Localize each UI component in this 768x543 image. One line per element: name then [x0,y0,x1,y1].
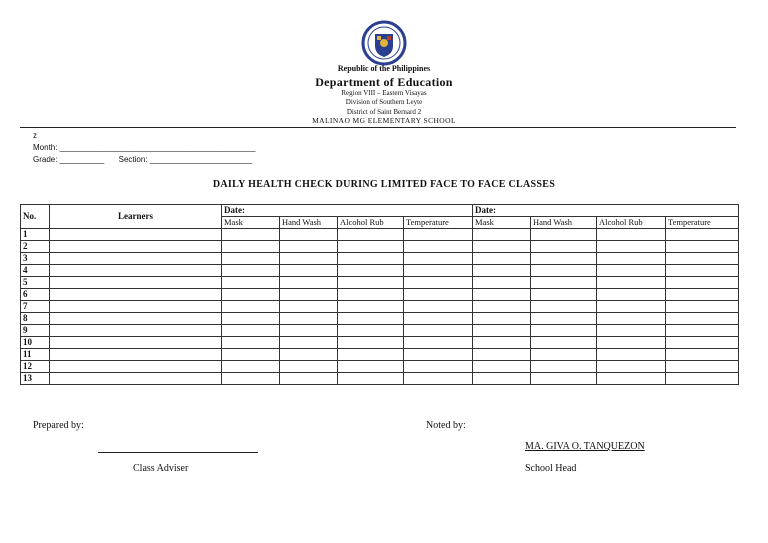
date-header-1: Date: [222,205,473,217]
check-cell[interactable] [222,229,280,241]
check-cell[interactable] [338,301,404,313]
check-cell[interactable] [338,373,404,385]
check-cell[interactable] [338,277,404,289]
check-cell[interactable] [597,361,666,373]
learner-name-cell[interactable] [50,253,222,265]
check-cell[interactable] [473,313,531,325]
learner-name-cell[interactable] [50,313,222,325]
check-cell[interactable] [280,361,338,373]
check-cell[interactable] [280,349,338,361]
check-cell[interactable] [280,289,338,301]
check-cell[interactable] [338,265,404,277]
region-label: Region VIII – Eastern Visayas [341,89,427,97]
check-cell[interactable] [338,289,404,301]
row-number: 4 [21,265,50,277]
check-cell[interactable] [473,277,531,289]
no-header: No. [21,205,50,229]
check-cell[interactable] [473,349,531,361]
check-cell[interactable] [597,325,666,337]
check-cell[interactable] [338,229,404,241]
grade-field: Grade: __________ [33,155,105,164]
check-cell[interactable] [222,289,280,301]
check-cell[interactable] [666,313,739,325]
table-row [21,265,739,277]
check-cell[interactable] [280,313,338,325]
check-cell[interactable] [473,325,531,337]
table-header-row-1 [21,205,739,217]
row-number: 8 [21,313,50,325]
check-cell[interactable] [597,277,666,289]
check-cell[interactable] [222,277,280,289]
learner-name-cell[interactable] [50,301,222,313]
learners-header: Learners [50,205,222,229]
section-field: Section: _______________________ [118,155,253,164]
date-header-2: Date: [473,205,739,217]
prepared-by-label: Prepared by: [33,420,84,431]
table-row [21,361,739,373]
check-cell[interactable] [338,337,404,349]
check-cell[interactable] [597,265,666,277]
check-cell[interactable] [280,265,338,277]
check-cell[interactable] [280,337,338,349]
check-cell[interactable] [222,337,280,349]
check-cell[interactable] [597,337,666,349]
small-mark: z [33,131,37,140]
temperature-header: Temperature [666,217,739,229]
check-cell[interactable] [666,253,739,265]
learner-name-cell[interactable] [50,361,222,373]
check-cell[interactable] [531,325,597,337]
check-cell[interactable] [666,325,739,337]
table-row [21,229,739,241]
check-cell[interactable] [597,349,666,361]
department-label: Department of Education [315,75,453,89]
check-cell[interactable] [404,337,473,349]
learner-name-cell[interactable] [50,289,222,301]
check-cell[interactable] [666,301,739,313]
check-cell[interactable] [473,361,531,373]
learner-name-cell[interactable] [50,325,222,337]
check-cell[interactable] [338,325,404,337]
check-cell[interactable] [666,289,739,301]
row-number: 10 [21,337,50,349]
alcohol-rub-header: Alcohol Rub [338,217,404,229]
check-cell[interactable] [531,229,597,241]
check-cell[interactable] [404,289,473,301]
school-name: MALINAO MG ELEMENTARY SCHOOL [312,116,456,125]
table-row [21,349,739,361]
learner-name-cell[interactable] [50,349,222,361]
check-cell[interactable] [280,373,338,385]
check-cell[interactable] [597,229,666,241]
table-row [21,313,739,325]
header-divider [20,127,736,128]
division-label: Division of Southern Leyte [345,98,423,106]
row-number: 1 [21,229,50,241]
check-cell[interactable] [666,337,739,349]
check-cell[interactable] [404,373,473,385]
row-number: 6 [21,289,50,301]
check-cell[interactable] [404,361,473,373]
table-row [21,277,739,289]
health-check-table [20,204,739,385]
form-title: DAILY HEALTH CHECK DURING LIMITED FACE TO FACE CLASSES [212,179,556,190]
learner-name-cell[interactable] [50,229,222,241]
row-number: 11 [21,349,50,361]
deped-seal-logo [359,20,409,66]
check-cell[interactable] [404,253,473,265]
check-cell[interactable] [473,373,531,385]
noted-by-label: Noted by: [426,420,466,431]
adviser-signature-line [98,452,258,453]
check-cell[interactable] [666,265,739,277]
check-cell[interactable] [473,253,531,265]
check-cell[interactable] [222,265,280,277]
learner-name-cell[interactable] [50,373,222,385]
check-cell[interactable] [404,301,473,313]
check-cell[interactable] [531,277,597,289]
school-head-name: MA. GIVA O. TANQUEZON [525,441,645,452]
check-cell[interactable] [338,361,404,373]
month-field: Month: ____________________________________________ [33,143,256,152]
check-cell[interactable] [404,277,473,289]
check-cell[interactable] [473,265,531,277]
grade-section-row [33,155,252,164]
check-cell[interactable] [222,361,280,373]
table-row [21,301,739,313]
row-number: 12 [21,361,50,373]
check-cell[interactable] [597,313,666,325]
check-cell[interactable] [666,373,739,385]
check-cell[interactable] [531,241,597,253]
check-cell[interactable] [404,229,473,241]
check-cell[interactable] [404,349,473,361]
mask-header: Mask [222,217,280,229]
check-cell[interactable] [222,253,280,265]
check-cell[interactable] [222,373,280,385]
check-cell[interactable] [531,265,597,277]
republic-label: Republic of the Philippines [337,64,431,73]
row-number: 7 [21,301,50,313]
table-row [21,373,739,385]
check-cell[interactable] [531,301,597,313]
check-cell[interactable] [597,373,666,385]
table-row [21,241,739,253]
alcohol-rub-header: Alcohol Rub [597,217,666,229]
check-cell[interactable] [531,337,597,349]
hand-wash-header: Hand Wash [280,217,338,229]
learner-name-cell[interactable] [50,265,222,277]
check-cell[interactable] [531,361,597,373]
check-cell[interactable] [531,289,597,301]
row-number: 3 [21,253,50,265]
check-cell[interactable] [222,349,280,361]
check-cell[interactable] [597,241,666,253]
check-cell[interactable] [531,313,597,325]
check-cell[interactable] [280,325,338,337]
school-head-title: School Head [525,463,577,474]
check-cell[interactable] [222,325,280,337]
check-cell[interactable] [338,241,404,253]
check-cell[interactable] [280,277,338,289]
mask-header: Mask [473,217,531,229]
check-cell[interactable] [666,361,739,373]
check-cell[interactable] [473,229,531,241]
check-cell[interactable] [404,313,473,325]
table-row [21,253,739,265]
check-cell[interactable] [473,241,531,253]
learner-name-cell[interactable] [50,241,222,253]
check-cell[interactable] [222,301,280,313]
check-cell[interactable] [473,301,531,313]
row-number: 13 [21,373,50,385]
check-cell[interactable] [404,265,473,277]
check-cell[interactable] [280,253,338,265]
check-cell[interactable] [338,253,404,265]
check-cell[interactable] [531,349,597,361]
check-cell[interactable] [597,301,666,313]
table-row [21,325,739,337]
check-cell[interactable] [404,325,473,337]
district-label: District of Saint Bernard 2 [346,108,422,116]
check-cell[interactable] [531,373,597,385]
check-cell[interactable] [666,241,739,253]
check-cell[interactable] [597,253,666,265]
row-number: 5 [21,277,50,289]
learner-name-cell[interactable] [50,337,222,349]
check-cell[interactable] [666,277,739,289]
check-cell[interactable] [666,229,739,241]
check-cell[interactable] [338,349,404,361]
hand-wash-header: Hand Wash [531,217,597,229]
table-row [21,289,739,301]
check-cell[interactable] [222,313,280,325]
check-cell[interactable] [280,301,338,313]
check-cell[interactable] [280,229,338,241]
class-adviser-title: Class Adviser [133,463,189,474]
check-cell[interactable] [473,289,531,301]
row-number: 2 [21,241,50,253]
check-cell[interactable] [666,349,739,361]
temperature-header: Temperature [404,217,473,229]
check-cell[interactable] [597,289,666,301]
check-cell[interactable] [280,241,338,253]
check-cell[interactable] [404,241,473,253]
check-cell[interactable] [338,313,404,325]
check-cell[interactable] [531,253,597,265]
check-cell[interactable] [473,337,531,349]
check-cell[interactable] [222,241,280,253]
table-row [21,337,739,349]
row-number: 9 [21,325,50,337]
learner-name-cell[interactable] [50,277,222,289]
